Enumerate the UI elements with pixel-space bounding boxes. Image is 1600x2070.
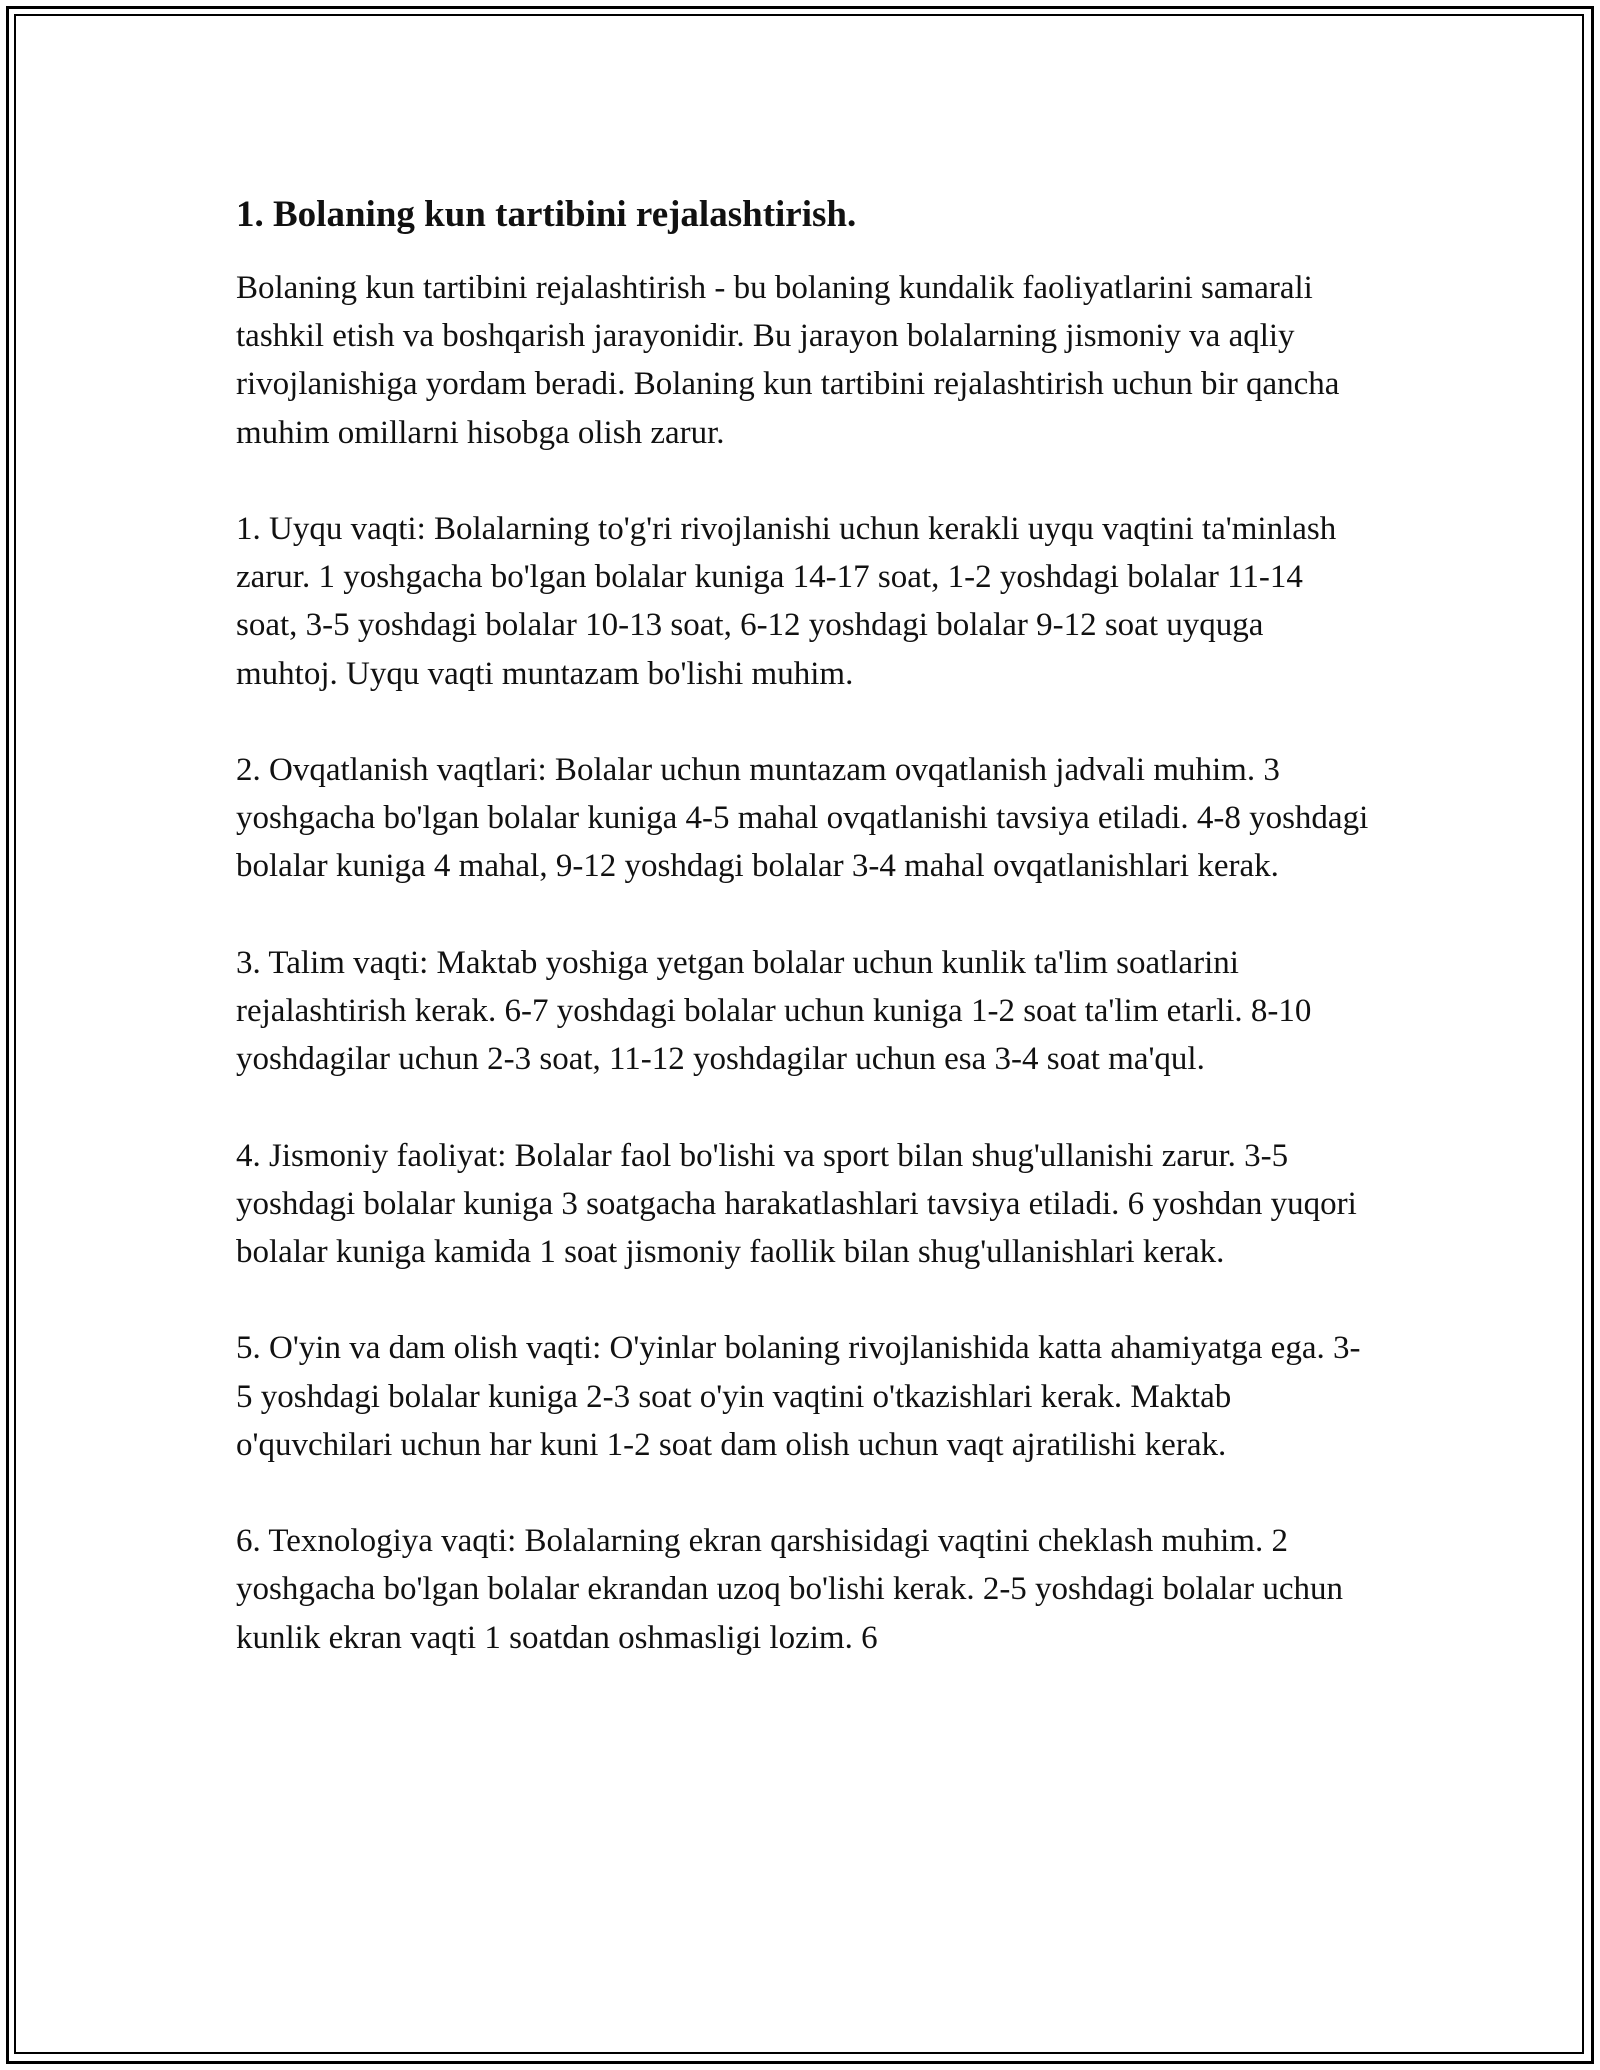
section-heading: 1. Bolaning kun tartibini rejalashtirish. bbox=[236, 194, 857, 235]
paragraph-meal-times: 2. Ovqatlanish vaqtlari: Bolalar uchun muntazam ovqatlanish jadvali muhim. 3 yoshgacha bo'lgan bolalar kuniga 4-5 mahal ovqatlanishi tavsiya etiladi. 4-8 yoshdagi bolalar kuniga 4 mahal, 9-12 yoshdagi bolalar 3-4 mahal ovqatlanishlari kerak. bbox=[236, 752, 1369, 885]
paragraph-study-time: 3. Talim vaqti: Maktab yoshiga yetgan bolalar uchun kunlik ta'lim soatlarini rejalashtirish kerak. 6-7 yoshdagi bolalar uchun kuniga 1-2 soat ta'lim etarli. 8-10 yoshdagilar uchun 2-3 soat, 11-12 yoshdagilar uchun esa 3-4 soat ma'qul. bbox=[236, 944, 1312, 1078]
paragraph-play-rest-time: 5. O'yin va dam olish vaqti: O'yinlar bolaning rivojlanishida katta ahamiyatga ega. 3-5 yoshdagi bolalar kuniga 2-3 soat o'yin vaqtini o'tkazishlari kerak. Maktab o'quvchilari uchun har kuni 1-2 soat dam olish uchun vaqt ajratilishi kerak. bbox=[236, 1330, 1361, 1463]
document-body bbox=[236, 188, 1370, 1662]
paragraph-physical-activity: 4. Jismoniy faoliyat: Bolalar faol bo'lishi va sport bilan shug'ullanishi zarur. 3-5 yoshdagi bolalar kuniga 3 soatgacha harakatlashlari tavsiya etiladi. 6 yoshdan yuqori bolalar kuniga kamida 1 soat jismoniy faollik bilan shug'ullanishlari kerak. bbox=[236, 1137, 1357, 1270]
paragraph-sleep-time: 1. Uyqu vaqti: Bolalarning to'g'ri rivojlanishi uchun kerakli uyqu vaqtini ta'minlash zarur. 1 yoshgacha bo'lgan bolalar kuniga 14-17 soat, 1-2 yoshdagi bolalar 11-14 soat, 3-5 yoshdagi bolalar 10-13 soat, 6-12 yoshdagi bolalar 9-12 soat uyquga muhtoj. Uyqu vaqti muntazam bo'lishi muhim. bbox=[236, 511, 1337, 692]
intro-paragraph: Bolaning kun tartibini rejalashtirish - bu bolaning kundalik faoliyatlarini samarali tashkil etish va boshqarish jarayonidir. Bu jarayon bolalarning jismoniy va aqliy rivojlanishiga yordam beradi. Bolaning kun tartibini rejalashtirish uchun bir qancha muhim omillarni hisobga olish zarur. bbox=[236, 270, 1340, 451]
paragraph-technology-time: 6. Texnologiya vaqti: Bolalarning ekran qarshisidagi vaqtini cheklash muhim. 2 yoshgacha bo'lgan bolalar ekrandan uzoq bo'lishi kerak. 2-5 yoshdagi bolalar uchun kunlik ekran vaqti 1 soatdan oshmasligi lozim. 6 bbox=[236, 1523, 1343, 1656]
